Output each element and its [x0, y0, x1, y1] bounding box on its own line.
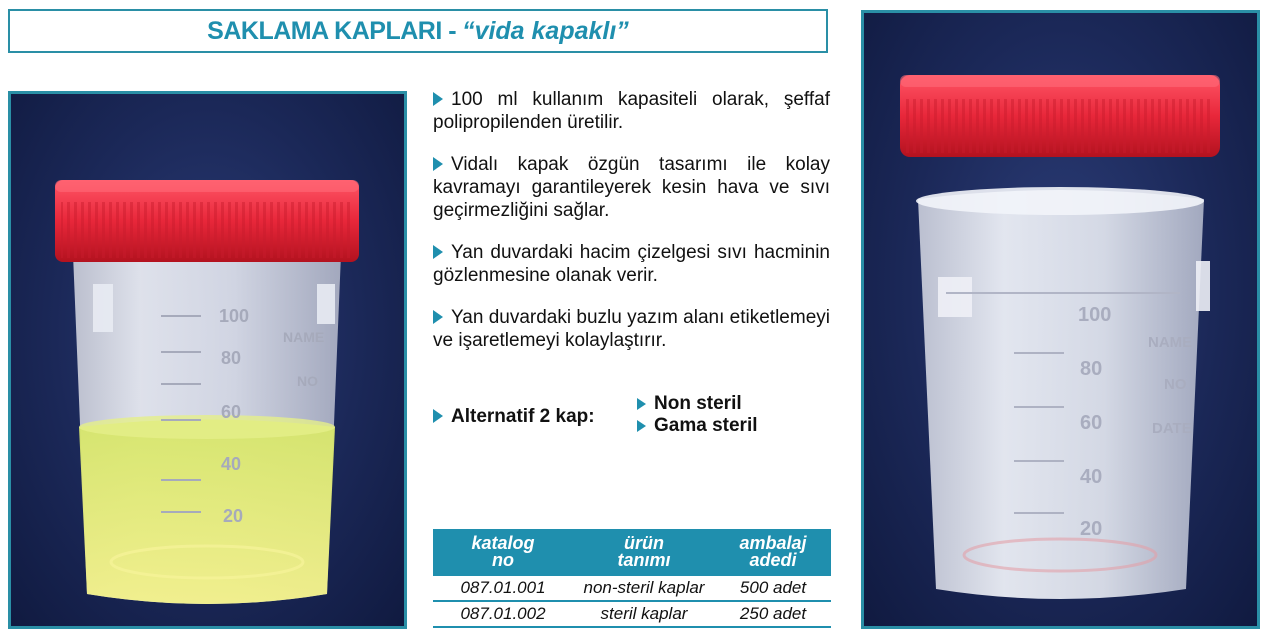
container-open-illustration: [864, 13, 1257, 626]
scale-mark-20: 20: [223, 506, 244, 526]
page-title: SAKLAMA KAPLARI -: [207, 16, 457, 45]
label-no: NO: [297, 373, 318, 389]
scale-mark-60: 60: [221, 402, 242, 422]
feature-item: 100 ml kullanım kapasiteli olarak, şeffaf polipropilenden üretilir.: [433, 89, 830, 133]
label-no: NO: [1164, 376, 1187, 393]
header-package: ambalaj adedi: [739, 532, 807, 570]
feature-list: [433, 88, 830, 371]
table-header: [433, 529, 831, 574]
label-name: NAME: [1148, 334, 1193, 351]
feature-item: Vidalı kapak özgün tasarımı ile kolay kavramayı garantileyerek kesin hava ve sıvı geçirmezliğini sağlar.: [433, 154, 830, 221]
alternatives-options: [637, 393, 758, 437]
chevron-right-icon: [637, 420, 646, 432]
label-date: DATE: [1152, 420, 1192, 437]
scale-mark-20: 20: [1080, 518, 1103, 540]
scale-mark-80: 80: [1080, 358, 1103, 380]
feature-item: Yan duvardaki buzlu yazım alanı etiketlemeyi ve işaretlemeyi kolaylaştırır.: [433, 307, 830, 351]
container-closed-illustration: [11, 94, 404, 626]
cell-package: 250 adet: [739, 604, 807, 623]
alternatives-label: Alternatif 2 kap:: [433, 406, 595, 428]
alternatives: [433, 393, 833, 443]
alternative-option: Gama steril: [637, 415, 758, 437]
chevron-right-icon: [433, 409, 443, 423]
scale-mark-40: 40: [1080, 466, 1103, 488]
chevron-right-icon: [637, 398, 646, 410]
header-catalog-no: katalog no: [471, 532, 535, 570]
header-product: ürün tanımı: [617, 532, 671, 570]
cell-catalog-no: 087.01.002: [460, 604, 546, 623]
scale-mark-40: 40: [221, 454, 242, 474]
table-row: [433, 574, 831, 602]
cell-package: 500 adet: [739, 578, 807, 597]
cell-product: non-steril kaplar: [583, 578, 705, 597]
alternative-option: Non steril: [637, 393, 758, 415]
title-box: [8, 9, 828, 53]
chevron-right-icon: [433, 157, 443, 171]
feature-item: Yan duvardaki hacim çizelgesi sıvı hacminin gözlenmesine olanak verir.: [433, 242, 830, 286]
scale-mark-100: 100: [219, 306, 250, 326]
label-name: NAME: [283, 329, 325, 345]
scale-mark-80: 80: [221, 348, 242, 368]
page-subtitle: “vida kapaklı”: [462, 16, 629, 45]
scale-mark-60: 60: [1080, 412, 1103, 434]
scale-mark-100: 100: [1078, 304, 1112, 326]
chevron-right-icon: [433, 245, 443, 259]
cell-product: steril kaplar: [600, 604, 688, 623]
cell-catalog-no: 087.01.001: [460, 578, 546, 597]
chevron-right-icon: [433, 92, 443, 106]
product-photo-closed: [8, 91, 407, 629]
table-row: [433, 602, 831, 628]
product-photo-open: [861, 10, 1260, 629]
chevron-right-icon: [433, 310, 443, 324]
catalog-table: [433, 529, 831, 628]
